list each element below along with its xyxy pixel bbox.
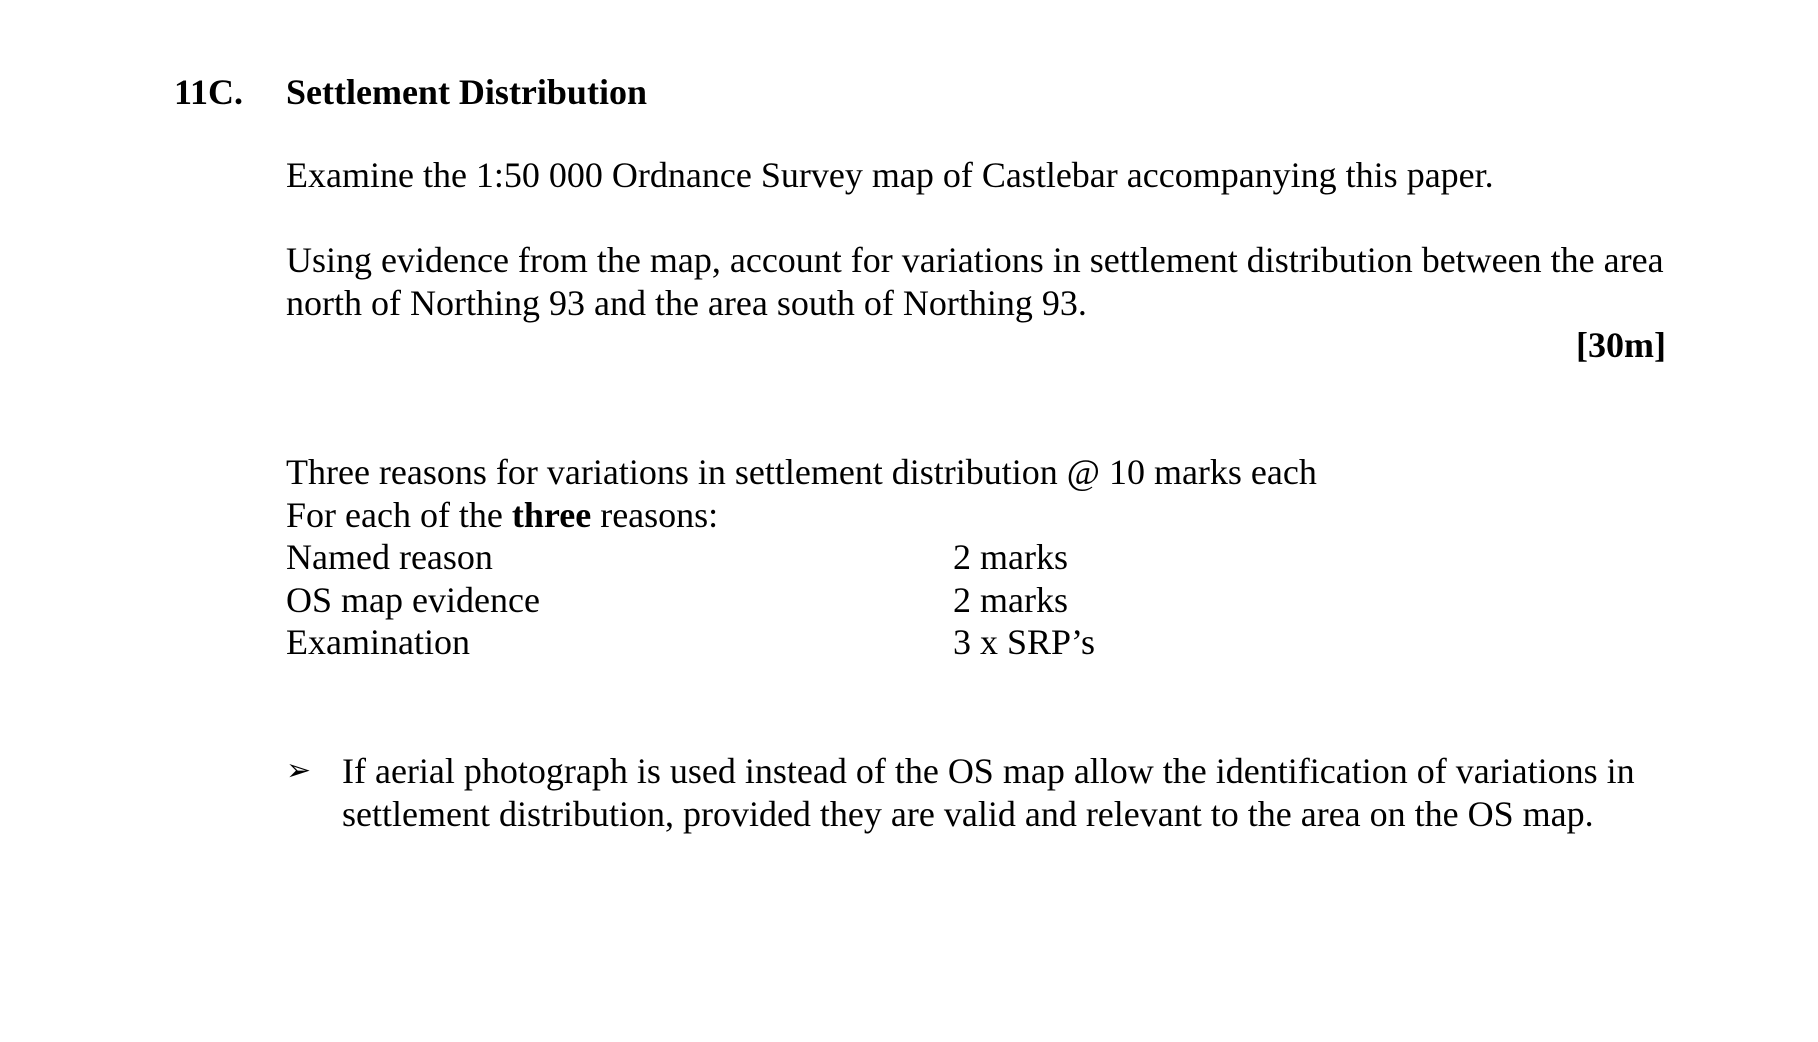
scheme-row bbox=[286, 579, 1486, 622]
scheme-row-value: 2 marks bbox=[953, 537, 1068, 577]
arrowhead-bullet-icon: ➢ bbox=[286, 753, 312, 788]
question-prompt: Using evidence from the map, account for variations in settlement distribution between the area north of Northing 93 and the area south of Northing 93. bbox=[286, 240, 1664, 323]
question-number: 11C. bbox=[174, 72, 244, 112]
scheme-each-suffix: reasons: bbox=[591, 494, 719, 535]
marking-note bbox=[286, 750, 1676, 835]
scheme-row-value: 3 x SRP’s bbox=[953, 622, 1096, 662]
scheme-row-value: 2 marks bbox=[953, 579, 1068, 620]
scheme-row-label: Examination bbox=[286, 622, 470, 662]
scheme-each-reasons bbox=[286, 494, 1486, 537]
question-title: Settlement Distribution bbox=[286, 72, 647, 112]
marking-note-text: If aerial photograph is used instead of the OS map allow the identification of variations in settlement distribution, provided they are valid and relevant to the area on the OS map. bbox=[342, 751, 1635, 834]
scheme-intro: Three reasons for variations in settlement distribution @ 10 marks each bbox=[286, 452, 1317, 492]
scheme-row bbox=[286, 536, 1486, 579]
total-marks: [30m] bbox=[1576, 325, 1666, 365]
scheme-each-prefix: For each of the bbox=[286, 494, 512, 535]
question-instruction: Examine the 1:50 000 Ordnance Survey map of Castlebar accompanying this paper. bbox=[286, 155, 1494, 195]
scheme-each-bold: three bbox=[511, 494, 592, 535]
marking-scheme bbox=[286, 451, 1486, 664]
scheme-row-label: Named reason bbox=[286, 537, 493, 577]
scheme-row bbox=[286, 621, 1486, 664]
scheme-row-label: OS map evidence bbox=[286, 579, 540, 620]
